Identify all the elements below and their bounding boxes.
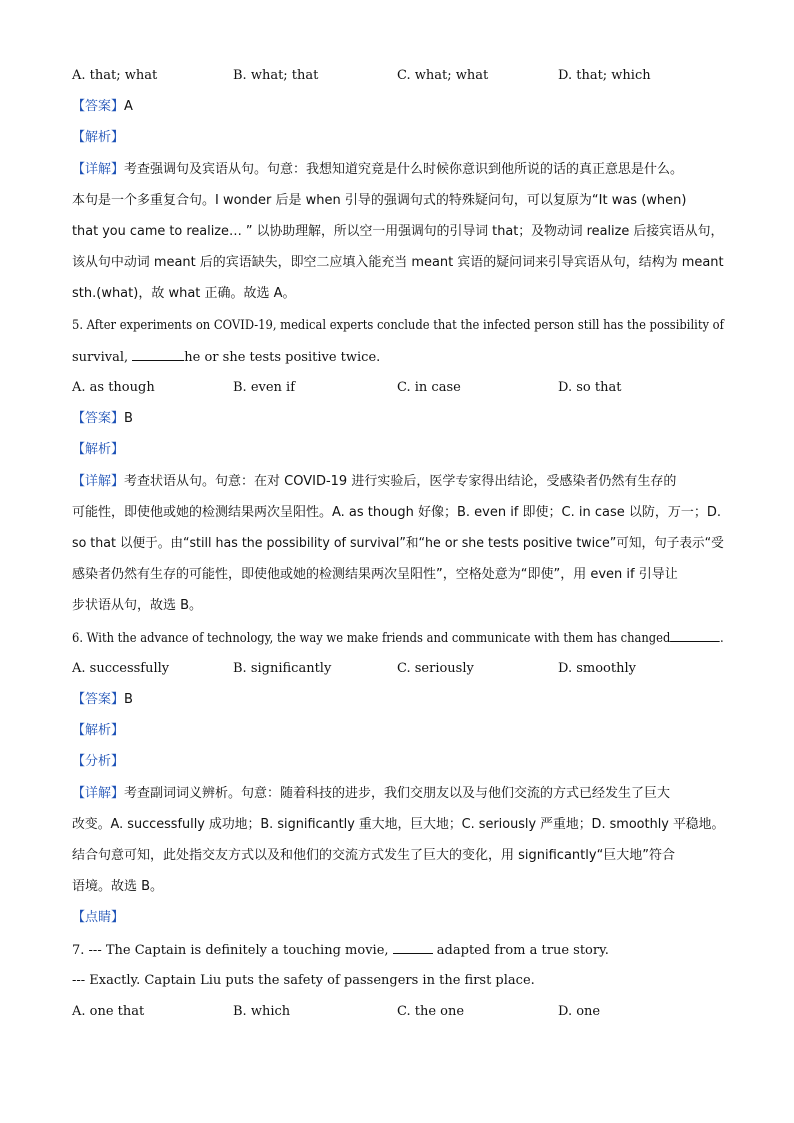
- q6-blank: [670, 628, 720, 642]
- answer-label: 【答案】: [72, 692, 125, 707]
- q6-option-c: C. seriously: [397, 661, 474, 676]
- q5-detail-line-5: 步状语从句，故选 B。: [72, 598, 203, 613]
- q4-detail-line-4: 该从句中动词 meant 后的宾语缺失，即空二应填入能充当 meant 宾语的疑问词来引导宾语从句，结构为 meant: [72, 255, 724, 270]
- q5-blank: [132, 347, 184, 361]
- q6-option-d: D. smoothly: [558, 661, 636, 676]
- q6-stem-before: 6. With the advance of technology, the way we make friends and communicate with them has changed: [72, 631, 671, 646]
- q5-option-c: C. in case: [397, 380, 461, 395]
- q4-detail-line-2: 本句是一个多重复合句。I wonder 后是 when 引导的强调句式的特殊疑问句，可以复原为“It was (when): [72, 193, 687, 208]
- q4-option-d: D. that; which: [558, 68, 651, 83]
- detail-text: 考查状语从句。句意：在对 COVID-19 进行实验后，医学专家得出结论，受感染者仍然有生存的: [124, 474, 677, 489]
- answer-value: B: [124, 692, 133, 707]
- q6-detail-line-2: 改变。A. successfully 成功地；B. significantly 重大地，巨大地；C. seriously 严重地；D. smoothly 平稳地。: [72, 817, 725, 832]
- q6-answer: [72, 690, 133, 710]
- q4-answer: [72, 97, 133, 117]
- q6-detail-line-1: [72, 784, 670, 804]
- answer-label: 【答案】: [72, 411, 125, 426]
- q7-reply: --- Exactly. Captain Liu puts the safety of passengers in the first place.: [72, 973, 535, 988]
- q5-stem-before: survival,: [72, 350, 133, 365]
- q7-blank: [393, 940, 433, 954]
- detail-label: 【详解】: [72, 474, 125, 489]
- q7-stem-after: adapted from a true story.: [432, 943, 609, 958]
- detail-label: 【详解】: [72, 786, 125, 801]
- q5-option-a: A. as though: [72, 380, 155, 395]
- detail-text: 考查强调句及宾语从句。句意：我想知道究竟是什么时候你意识到他所说的话的真正意思是什么。: [124, 162, 684, 177]
- q4-option-c: C. what; what: [397, 68, 489, 83]
- q5-detail-line-3: so that 以便于。由“still has the possibility of survival”和“he or she tests positive twice”可知，句子表示“受: [72, 536, 724, 551]
- q7-option-b: B. which: [233, 1004, 291, 1019]
- q5-detail-line-4: 感染者仍然有生存的可能性，即使他或她的检测结果两次呈阳性”，空格处意为“即使”，用 even if 引导让: [72, 567, 678, 582]
- q5-stem-line-1: 5. After experiments on COVID-19, medical experts conclude that the infected person still has the possibility of: [72, 318, 724, 333]
- q5-analysis-label: 【解析】: [72, 442, 125, 457]
- q5-option-d: D. so that: [558, 380, 622, 395]
- answer-value: B: [124, 411, 133, 426]
- q7-stem: [72, 940, 609, 961]
- q5-detail-line-1: [72, 472, 676, 492]
- q4-detail-line-1: [72, 160, 683, 180]
- answer-value: A: [124, 99, 133, 114]
- q4-option-b: B. what; that: [233, 68, 319, 83]
- q7-option-a: A. one that: [72, 1004, 145, 1019]
- detail-label: 【详解】: [72, 162, 125, 177]
- answer-label: 【答案】: [72, 99, 125, 114]
- q6-stem: [72, 628, 724, 649]
- q6-detail-line-3: 结合句意可知，此处指交友方式以及和他们的交流方式发生了巨大的变化，用 significantly“巨大地”符合: [72, 848, 676, 863]
- q4-analysis-label: 【解析】: [72, 130, 125, 145]
- detail-text: 考查副词词义辨析。句意：随着科技的进步，我们交朋友以及与他们交流的方式已经发生了巨大: [124, 786, 671, 801]
- q4-detail-line-5: sth.(what)，故 what 正确。故选 A。: [72, 286, 296, 301]
- q6-stem-after: .: [719, 631, 724, 646]
- q7-stem-before: 7. --- The Captain is definitely a touching movie,: [72, 943, 393, 958]
- q4-options: [72, 66, 724, 86]
- q4-detail-line-3: that you came to realize… ” 以协助理解，所以空一用强调句的引导词 that；及物动词 realize 后接宾语从句，: [72, 224, 724, 239]
- q6-option-a: A. successfully: [72, 661, 170, 676]
- q7-option-c: C. the one: [397, 1004, 465, 1019]
- q5-stem-line-2: [72, 347, 380, 368]
- q6-dianjing-label: 【点睛】: [72, 910, 125, 925]
- q5-stem-after: he or she tests positive twice.: [184, 350, 381, 365]
- q6-option-b: B. significantly: [233, 661, 332, 676]
- q6-options: [72, 659, 724, 679]
- q6-detail-line-4: 语境。故选 B。: [72, 879, 164, 894]
- q5-options: [72, 378, 724, 398]
- q6-analysis-label: 【解析】: [72, 723, 125, 738]
- q5-option-b: B. even if: [233, 380, 296, 395]
- q5-detail-line-2: 可能性，即使他或她的检测结果两次呈阳性。A. as though 好像；B. even if 即使；C. in case 以防，万一；D.: [72, 505, 722, 520]
- q4-option-a: A. that; what: [72, 68, 158, 83]
- q6-fenxi-label: 【分析】: [72, 754, 125, 769]
- q7-option-d: D. one: [558, 1004, 601, 1019]
- q7-options: [72, 1002, 724, 1022]
- q5-answer: [72, 409, 133, 429]
